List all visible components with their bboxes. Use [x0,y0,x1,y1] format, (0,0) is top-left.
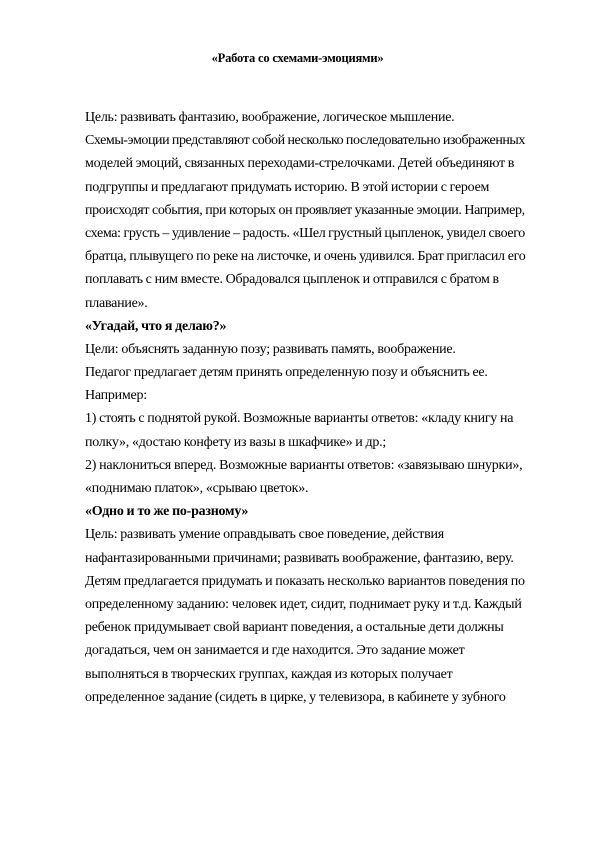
text-line: ребенок придумывает свой вариант поведения, а остальные дети должны [85,620,504,636]
text-line: происходят события, при которых он проявляет указанные эмоции. Например, [85,202,525,218]
text-line: схема: грусть – удивление – радость. «Шел грустный цыпленок, увидел своего [85,225,525,241]
text-line: Цель: развивать фантазию, воображение, логическое мышление. [85,110,455,125]
text-line: Педагог предлагает детям принять определенную позу и объяснить ее. [85,365,488,381]
text-line: 1) стоять с поднятой рукой. Возможные варианты ответов: «кладу книгу на [85,411,514,427]
section-heading: «Угадай, что я делаю?» [85,318,227,334]
document-title: «Работа со схемами-эмоциями» [211,51,384,65]
text-line: полку», «достаю конфету из вазы в шкафчике» и др.; [85,434,386,450]
text-line: поплавать с ним вместе. Обрадовался цыпленок и отправился с братом в [85,272,499,288]
text-line: выполняться в творческих группах, каждая из которых получает [85,666,453,682]
section-heading: «Одно и то же по-разному» [85,504,249,520]
text-line: определенному заданию: человек идет, сидит, поднимает руку и т.д. Каждый [85,596,522,612]
text-line: догадаться, чем он занимается и где находится. Это задание может [85,643,465,659]
text-line: плавание». [85,295,148,311]
text-line: моделей эмоций, связанных переходами-стрелочками. Детей объединяют в [85,156,515,172]
text-line: 2) наклониться вперед. Возможные варианты ответов: «завязываю шнурки», [85,457,523,473]
text-line: «поднимаю платок», «срываю цветок». [85,481,309,496]
text-line: Цели: объяснять заданную позу; развивать память, воображение. [85,341,456,357]
text-line: Детям предлагается придумать и показать несколько вариантов поведения по [85,573,525,589]
text-line: нафантазированными причинами; развивать воображение, фантазию, веру. [85,550,514,566]
document-body [85,106,525,709]
text-line: Например: [85,388,147,404]
text-line: Схемы-эмоции представляют собой несколько последовательно изображенных [85,133,525,149]
text-line: определенное задание (сидеть в цирке, у телевизора, в кабинете у зубного [85,689,506,705]
text-line: братца, плывущего по реке на листочке, и очень удивился. Брат пригласил его [85,249,526,265]
text-line: Цель: развивать умение оправдывать свое поведение, действия [85,527,444,543]
text-line: подгруппы и предлагают придумать историю. В этой истории с героем [85,179,490,195]
